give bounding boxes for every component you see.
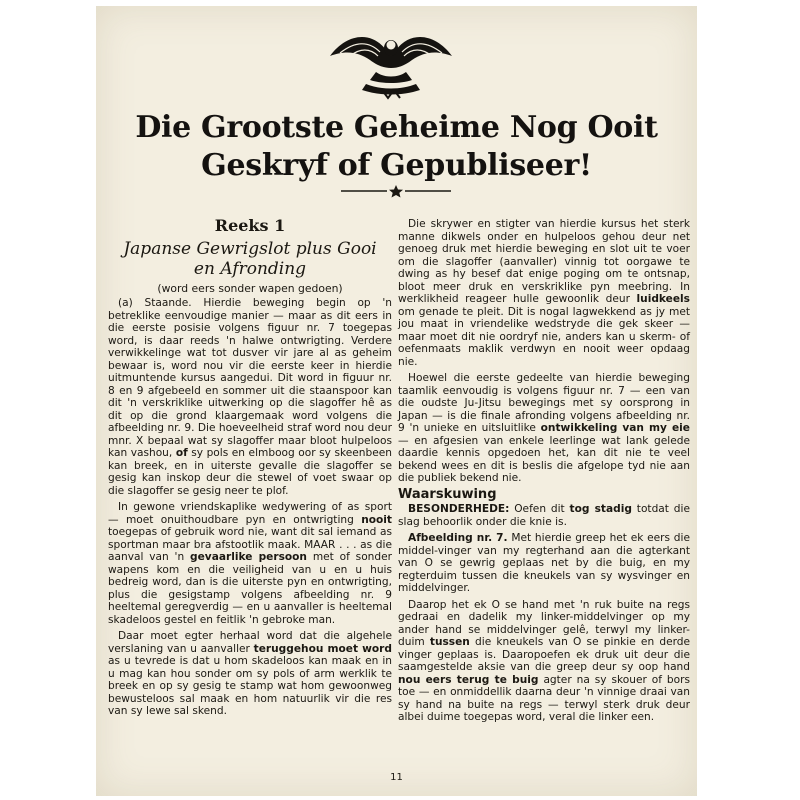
text: Oefen dit <box>514 503 565 515</box>
bold-text: Afbeelding nr. 7. <box>408 532 508 544</box>
article-subtitle <box>108 239 392 279</box>
paragraph <box>108 630 392 718</box>
right-column <box>398 218 690 728</box>
text: In gewone vriendskaplike wedywering of as sport — moet onuithoudbare pyn en ontwrigting <box>108 501 392 526</box>
star-divider-icon <box>341 184 451 198</box>
text: Met hierdie greep het ek eers die middel-vinger van my regterhand aan die agterkant van O se gewrig geplaas net by die buig, en my regterduim tussen die kneukels van sy wysvinger en middelvinger. <box>398 532 690 594</box>
text: totdat die slag behoorlik onder die knie is. <box>398 503 690 528</box>
text: Hoewel die eerste gedeelte van hierdie beweging taamlik eenvoudig is volgens figuur nr. 7 — een van die oudste Ju-Jitsu bewegings met sy oorsprong in Japan — is die finale afronding volgens afbeelding nr. 9 'n unieke en uitsluitlike <box>398 372 690 434</box>
text: Daar moet egter herhaal word dat die algehele verslaning van u aanvaller <box>108 630 392 655</box>
text: — en afgesien van enkele leerlinge wat lank gelede daardie kennis opgedoen het, kan dit nie te veel bekend wees en dit is beslis die afgelope tyd nie aan die publiek bekend nie. <box>398 434 690 484</box>
text: sy pols en elmboog oor sy skeenbeen kan breek, en in uiterste gevalle die slagoffer se gesig kan inskop deur die stewel of voet swaar op die slagoffer se gesig neer te plof. <box>108 447 392 497</box>
text: toegepas of gebruik word nie, want dit sal iemand as sportman maar bra afstootlik maak. MAAR . . . as die aanval van 'n <box>108 526 392 563</box>
text: om genade te pleit. Dit is nogal lagwekkend as jy met jou maat in vriendelike wedstryde die gek skeer — maar moet dit nie oordryf nie, anders kan u skerm- of oefenmaats maklik verdwyn en nooit weer opdaag nie. <box>398 305 690 368</box>
paragraph <box>398 532 690 595</box>
text: as u tevrede is dat u hom skadeloos kan maak en in u mag kan hou sonder om sy pols of arm werklik te breek en op sy gesig te stamp wat hom gewoonweg bewusteloos sal maak en hom natuurlik vir die res van sy lewe sal skend. <box>108 655 392 717</box>
paragraph <box>398 372 690 485</box>
series-heading: Reeks 1 <box>214 216 286 235</box>
bold-text: ontwikkeling van my eie <box>540 422 690 434</box>
page-number: 11 <box>390 772 403 783</box>
paragraph <box>108 501 392 626</box>
paragraph <box>108 297 392 497</box>
title-line-1: Die Grootste Geheime Nog Ooit <box>135 110 658 145</box>
bold-text: BESONDERHEDE: <box>408 503 510 515</box>
bold-text: luidkeels <box>636 293 690 305</box>
bold-text: tussen <box>429 636 470 648</box>
text: agter na sy skouer of bors toe — en onmiddellik daarna deur 'n vinnige draai van sy hand na buite na regs — terwyl sterk druk deur albei duime toegepas word, veral die linker een. <box>398 673 691 723</box>
page-title <box>96 109 697 185</box>
subtitle-line-2: en Afronding <box>193 258 307 279</box>
bold-text: tog stadig <box>569 503 632 515</box>
text: Daarop het ek O se hand met 'n ruk buite na regs gedraai en dadelik my linker-middelvinger op my ander hand se middelvinger gelê, terwyl my linker-duim <box>398 598 690 648</box>
title-line-2: Geskryf of Gepubliseer! <box>201 148 592 183</box>
subtitle-line-1: Japanse Gewrigslot plus Gooi <box>123 238 377 259</box>
bold-text: nou eers terug te buig <box>398 673 539 686</box>
text: (a) Staande. Hierdie beweging begin op 'n betreklike eenvoudige manier — maar as dit eers in die eerste posisie volgens figuur nr. 7 toegepas word, is daar reeds 'n halwe ontwrigting. Verdere verwikkelinge wat tot dusver vir jare al as geheim bewaar is, word nou vir die eerste keer in hierdie uitmuntende kursus aangedui. Dit word in figuur nr. 8 en 9 afgebeeld en sommer uit die staanspoor kan dit 'n verskriklike uitwerking op die slagoffer hê as dit op die grond klaargemaak word volgens die afbeelding nr. 9. Die hoeveelheid straf word nou deur mnr. X bepaal wat sy slagoffer maar bloot hulpeloos kan vashou, <box>108 297 392 459</box>
bold-text: of <box>175 447 188 459</box>
subtitle-note: (word eers sonder wapen gedoen) <box>157 281 343 295</box>
text: met of sonder wapens kom en die veiligheid van u en u huis bedreig word, dan is die uiterste pyn en ontwrigting, plus die gesigstamp volgens afbeelding nr. 9 heeltemal geregverdig — en u aanvaller is heeltemal skadeloos gestel en feitlik 'n gebroke man. <box>108 551 392 626</box>
left-column <box>108 218 392 722</box>
document-page <box>96 6 697 796</box>
paragraph <box>398 218 690 368</box>
bold-text: teruggehou moet word <box>253 642 392 655</box>
bold-text: gevaarlike persoon <box>190 551 307 563</box>
paragraph <box>398 599 690 724</box>
bold-text: nooit <box>361 513 392 526</box>
paragraph <box>398 503 690 528</box>
text: die kneukels van O se pinkie en derde vinger geplaas is. Daaropoefen ek druk uit deur die saamgestelde aksie van die greep deur sy oop hand <box>398 636 690 673</box>
eagle-emblem-icon <box>326 26 456 100</box>
text: Die skrywer en stigter van hierdie kursus het sterk manne dikwels onder en hulpeloos gehou deur net genoeg druk met hierdie beweging en slot uit te voer om die slagoffer (aanvaller) vinnig tot oorgawe te dwing as hy besef dat enige poging om te ontsnap, bloot meer druk en verskriklike pyn meebring. In werklikheid reageer hulle gewoonlik deur <box>398 218 690 305</box>
section-heading-warning: Waarskuwing <box>398 486 497 502</box>
